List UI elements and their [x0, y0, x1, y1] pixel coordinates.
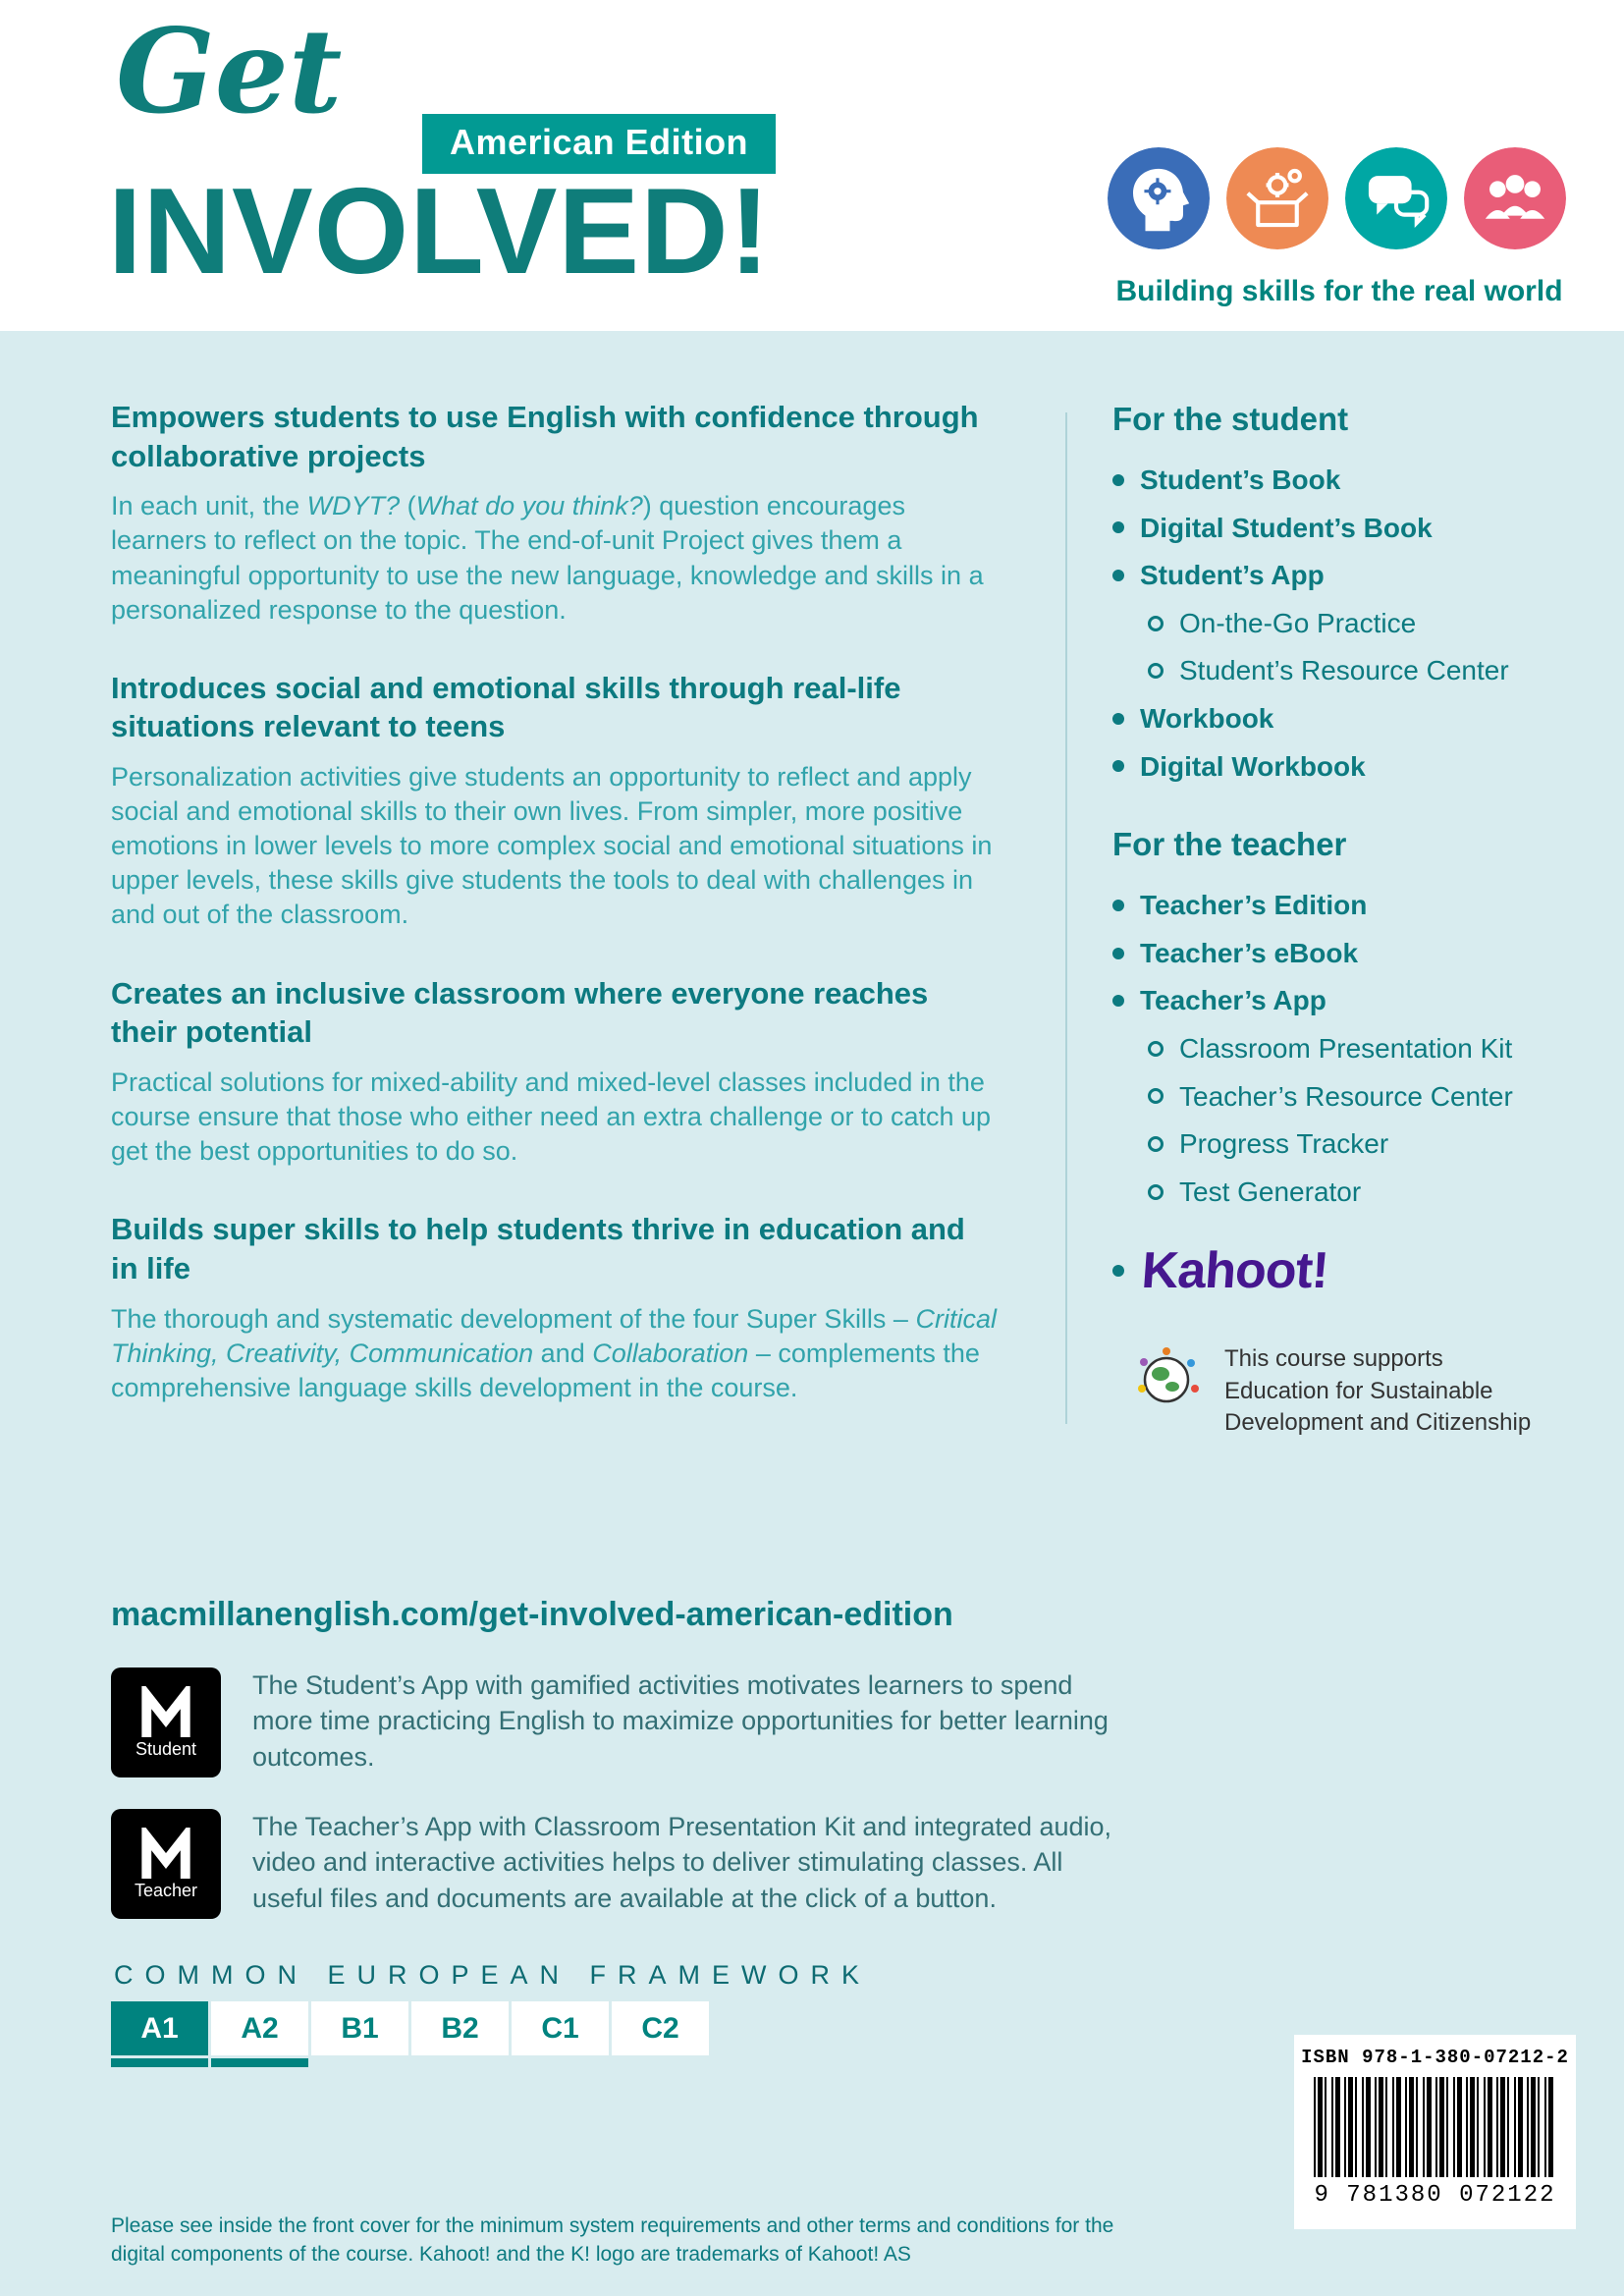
skill-icons: [1108, 147, 1566, 249]
feature-body: Practical solutions for mixed-ability and mixed-level classes included in the course ensure that those who either need an extra challenge or to catch up get the best opportunities to do so.: [111, 1066, 992, 1167]
list-item-label: Teacher’s eBook: [1140, 937, 1359, 968]
cefr-box: C2: [612, 2001, 709, 2055]
for-the-student-heading: For the student: [1112, 401, 1349, 437]
feature-body: The thorough and systematic development of the four Super Skills – Critical Thinking, Creativity, Communication and Collaboration – complements the comprehensive language skills development in the course.: [111, 1303, 997, 1402]
cefr-title: COMMON EUROPEAN FRAMEWORK: [114, 1960, 872, 1990]
creativity-icon: [1226, 147, 1328, 249]
cefr-box: B2: [411, 2001, 509, 2055]
feature-super-skills: [111, 1210, 1000, 1405]
bullet-icon: [1112, 713, 1124, 725]
macmillan-m-icon: [135, 1828, 197, 1879]
communication-icon: [1345, 147, 1447, 249]
bullet-icon: [1112, 995, 1124, 1007]
list-item-label: Student’s App: [1140, 560, 1325, 591]
feature-list: [111, 398, 1000, 1405]
cefr-level-c2: [612, 2001, 709, 2067]
sustainability-note: [1130, 1343, 1579, 1439]
feature-body: Personalization activities give students an opportunity to reflect and apply social and emotional skills to their own lives. From simpler, more positive emotions in lower levels to more complex social and emotional situations in upper levels, these skills give students the tools to deal with challenges in and out of the classroom.: [111, 762, 993, 930]
cefr-underline: [512, 2058, 609, 2067]
brand-tagline: Building skills for the real world: [1115, 275, 1563, 307]
list-item-label: Student’s Resource Center: [1179, 655, 1509, 686]
kahoot-logo: Kahoot!: [1139, 1242, 1330, 1300]
critical-thinking-icon: [1108, 147, 1210, 249]
list-subitem: [1148, 607, 1579, 640]
list-item-label: Teacher’s App: [1140, 985, 1326, 1016]
list-subitem: [1148, 1032, 1579, 1066]
macmillan-teacher-logo: [111, 1809, 221, 1919]
cefr-level-b1: [311, 2001, 408, 2067]
cefr-underline: [612, 2058, 709, 2067]
isbn-label: ISBN 978-1-380-07212-2: [1301, 2047, 1569, 2068]
cefr-level-c1: [512, 2001, 609, 2067]
collaboration-icon: [1464, 147, 1566, 249]
list-item: [1112, 984, 1579, 1017]
list-item-label: Digital Workbook: [1140, 750, 1366, 782]
list-item: [1112, 702, 1579, 736]
logo-script-text: Get: [116, 3, 343, 139]
column-divider: [1065, 412, 1067, 1424]
bullet-icon: [1112, 474, 1124, 486]
sub-bullet-icon: [1148, 616, 1164, 631]
list-subitem: [1148, 1080, 1579, 1114]
cefr-underline: [111, 2058, 208, 2067]
feature-social-emotional: [111, 669, 1000, 933]
macmillan-student-logo: [111, 1667, 221, 1777]
list-item-label: Progress Tracker: [1179, 1128, 1389, 1160]
sustainability-text: This course supports Education for Sustainable Development and Citizenship: [1224, 1345, 1532, 1437]
sub-bullet-icon: [1148, 1088, 1164, 1104]
list-item: [1112, 937, 1579, 970]
sub-bullet-icon: [1148, 663, 1164, 679]
cefr-level-a2: [211, 2001, 308, 2067]
list-item-label: Teacher’s Edition: [1140, 890, 1368, 921]
cefr-box: C1: [512, 2001, 609, 2055]
feature-collaborative-projects: [111, 398, 1000, 628]
bullet-icon: [1112, 948, 1124, 959]
cefr-level-row: [111, 2001, 709, 2067]
list-item-label: Test Generator: [1179, 1175, 1362, 1207]
list-item: [1112, 464, 1579, 497]
barcode-number: 9 781380 072122: [1314, 2182, 1556, 2209]
list-item-label: Classroom Presentation Kit: [1179, 1032, 1513, 1064]
macmillan-logo-label: Student: [135, 1738, 197, 1759]
for-the-teacher-heading: For the teacher: [1112, 826, 1347, 863]
list-item-label: On-the-Go Practice: [1179, 607, 1417, 638]
components-column: [1112, 401, 1579, 1439]
macmillan-m-icon: [135, 1686, 197, 1737]
list-item: [1112, 750, 1579, 784]
list-subitem: [1148, 654, 1579, 687]
barcode-bars: [1314, 2077, 1557, 2177]
cefr-level-a1: [111, 2001, 208, 2067]
list-item-label: Student’s Book: [1140, 465, 1341, 495]
bullet-icon: [1112, 900, 1124, 911]
sustainable-development-globe-icon: [1130, 1343, 1203, 1416]
list-item: [1112, 559, 1579, 592]
list-item: [1112, 512, 1579, 545]
list-item-label: Workbook: [1140, 702, 1274, 734]
feature-heading: Introduces social and emotional skills through real-life situations relevant to teens: [111, 670, 901, 744]
bullet-icon: [1112, 521, 1124, 533]
legal-footer-text: Please see inside the front cover for the minimum system requirements and other terms and conditions for the digital components of the course. Kahoot! and the K! logo are trademarks of Kahoot! AS: [111, 2214, 1114, 2267]
feature-heading: Empowers students to use English with confidence through collaborative projects: [111, 400, 979, 473]
sub-bullet-icon: [1148, 1041, 1164, 1057]
cefr-level-b2: [411, 2001, 509, 2067]
list-subitem: [1148, 1175, 1579, 1209]
student-app-text: The Student’s App with gamified activities motivates learners to spend more time practicing English to maximize opportunities for better learning outcomes.: [252, 1670, 1109, 1772]
cefr-box: A2: [211, 2001, 308, 2055]
isbn-barcode: [1294, 2035, 1576, 2229]
bullet-icon: [1112, 570, 1124, 581]
list-subitem: [1148, 1127, 1579, 1161]
list-item: [1112, 889, 1579, 922]
feature-heading: Creates an inclusive classroom where everyone reaches their potential: [111, 975, 929, 1050]
teacher-app-text: The Teacher’s App with Classroom Presentation Kit and integrated audio, video and interactive activities helps to deliver stimulating classes. All useful files and documents are available at the click of a button.: [252, 1812, 1112, 1913]
bullet-icon: [1112, 760, 1124, 772]
cefr-underline: [211, 2058, 308, 2067]
feature-body: In each unit, the WDYT? (What do you think?) question encourages learners to reflect on the topic. The end-of-unit Project gives them a meaningful opportunity to use the new language, knowledge and skills in a personalized response to the question.: [111, 491, 984, 625]
logo-main-text: INVOLVED!: [108, 164, 771, 300]
list-item-label: Digital Student’s Book: [1140, 512, 1433, 543]
cefr-underline: [411, 2058, 509, 2067]
macmillan-logo-label: Teacher: [134, 1880, 198, 1900]
feature-inclusive-classroom: [111, 974, 1000, 1170]
feature-heading: Builds super skills to help students thrive in education and in life: [111, 1212, 965, 1285]
bullet-icon: [1112, 1265, 1124, 1277]
website-url: macmillanenglish.com/get-involved-american-edition: [111, 1596, 953, 1633]
edition-badge: American Edition: [422, 114, 776, 174]
student-app-note: [111, 1667, 1116, 1777]
cefr-underline: [311, 2058, 408, 2067]
sub-bullet-icon: [1148, 1184, 1164, 1200]
sub-bullet-icon: [1148, 1136, 1164, 1152]
cefr-box: B1: [311, 2001, 408, 2055]
cefr-box: A1: [111, 2001, 208, 2055]
list-item-label: Teacher’s Resource Center: [1179, 1080, 1513, 1112]
teacher-app-note: [111, 1809, 1116, 1919]
kahoot-item: [1112, 1241, 1579, 1300]
